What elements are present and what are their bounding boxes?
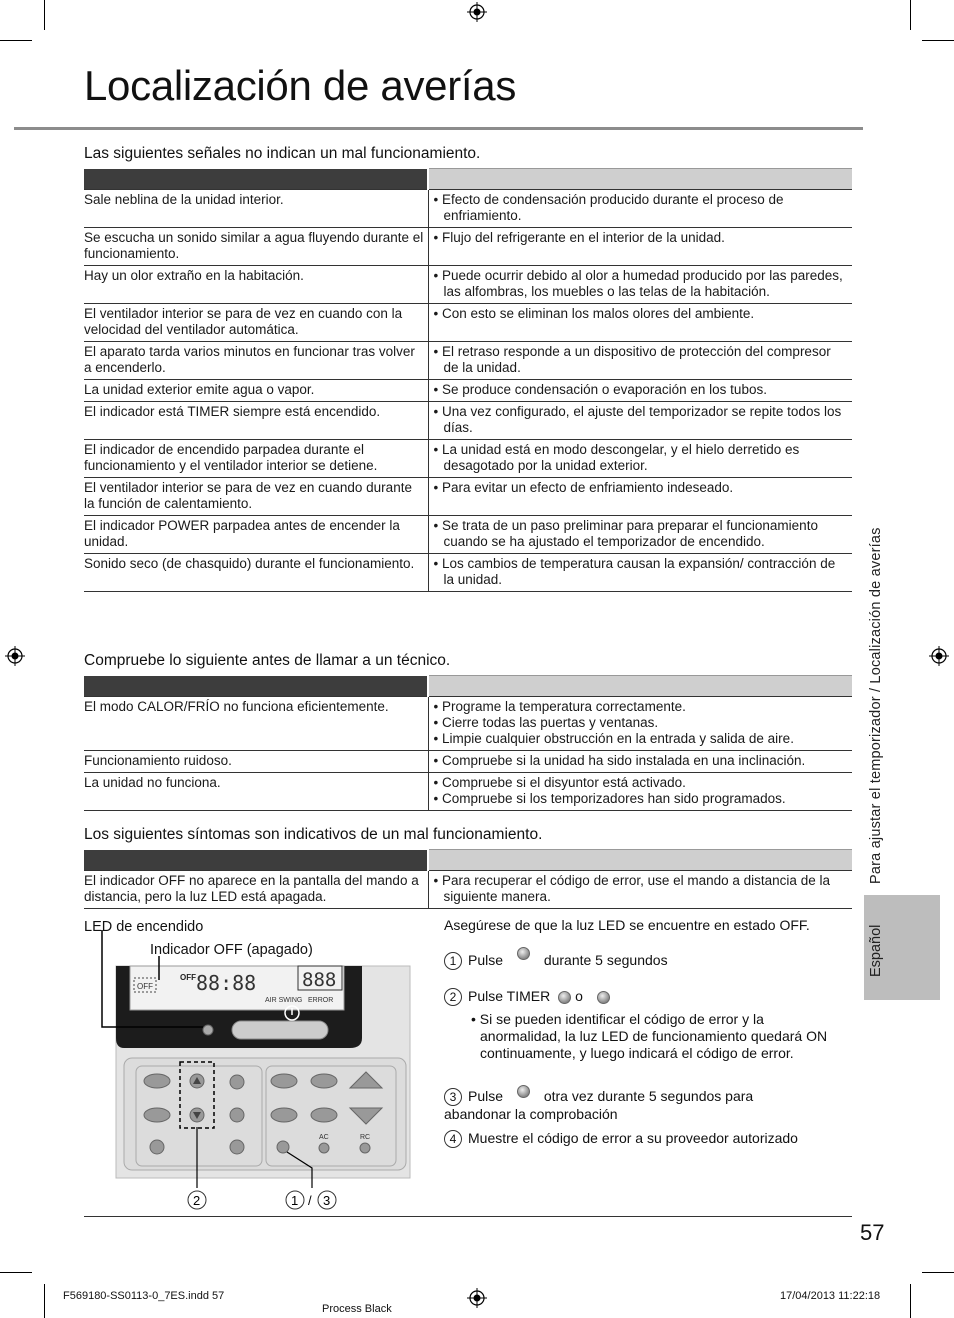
symptom-cell: Funcionamiento ruidoso.	[84, 751, 428, 773]
crop-mark	[922, 1272, 954, 1273]
symptom-cell: Se escucha un sonido similar a agua fluyendo durante el funcionamiento.	[84, 228, 428, 266]
cause-cell	[428, 440, 852, 478]
cause-bullet: • Una vez configurado, el ajuste del temporizador se repite todos los días.	[433, 404, 842, 435]
power-button[interactable]	[232, 1021, 328, 1039]
step-text: otra vez durante 5 segundos para abandonar la comprobación	[444, 1088, 754, 1123]
cause-cell	[428, 697, 852, 751]
cause-bullet: • El retraso responde a un dispositivo de protección del compresor de la unidad.	[433, 344, 831, 375]
crop-mark	[910, 1284, 911, 1318]
table-row	[84, 266, 852, 304]
crop-mark	[922, 40, 954, 41]
remote-button[interactable]	[230, 1108, 244, 1122]
step-text: durante 5 segundos	[543, 952, 668, 968]
footer-process: Process Black	[322, 1303, 392, 1315]
table-row	[84, 402, 852, 440]
page-number: 57	[860, 1220, 885, 1245]
header-cause-cell	[428, 676, 852, 697]
remote-button[interactable]	[230, 1140, 244, 1154]
crop-mark	[0, 40, 32, 41]
table-row	[84, 190, 852, 228]
remote-button[interactable]	[230, 1075, 244, 1089]
cause-cell	[428, 190, 852, 228]
cause-cell	[428, 266, 852, 304]
cause-bullet: • Limpie cualquier obstrucción en la entrada y salida de aire.	[433, 731, 794, 746]
remote-button[interactable]	[271, 1074, 297, 1088]
symptom-cell: El indicador está TIMER siempre está encendido.	[84, 402, 428, 440]
callout-1-text: 1	[291, 1193, 299, 1208]
table-row	[84, 871, 852, 909]
cause-cell	[428, 380, 852, 402]
symptom-cell: El indicador POWER parpadea antes de encender la unidad.	[84, 516, 428, 554]
symptom-cell: Hay un olor extraño en la habitación.	[84, 266, 428, 304]
header-cause-cell	[428, 169, 852, 190]
check-button-icon	[517, 947, 530, 960]
arrow-up-icon	[558, 991, 571, 1004]
side-section-label: Para ajustar el temporizador / Localización de averías	[868, 527, 884, 884]
symptom-cell: El modo CALOR/FRÍO no funciona eficientemente.	[84, 697, 428, 751]
symptom-cell: Sonido seco (de chasquido) durante el funcionamiento.	[84, 554, 428, 592]
step-number: 3	[444, 1088, 462, 1106]
table-header	[84, 169, 852, 190]
cause-bullet: • La unidad está en modo descongelar, y el hielo derretido es desagotado por la unidad exterior.	[433, 442, 800, 473]
step-text: Pulse	[468, 1088, 504, 1104]
symptom-cell: La unidad exterior emite agua o vapor.	[84, 380, 428, 402]
page-title: Localización de averías	[84, 62, 517, 109]
callout-separator: /	[308, 1193, 312, 1208]
page-rule	[84, 1216, 852, 1217]
table-malfunction	[84, 849, 852, 909]
cause-bullet: • Compruebe si el disyuntor está activado.	[433, 775, 686, 790]
title-rule	[14, 127, 863, 130]
led-label: LED de encendido	[84, 919, 204, 935]
cause-cell	[428, 773, 852, 811]
registration-mark-icon	[5, 646, 25, 666]
crop-mark	[0, 1272, 32, 1273]
cause-cell	[428, 342, 852, 380]
header-symptom-cell	[84, 169, 428, 190]
step-text: Pulse	[468, 952, 504, 968]
lcd-time: 88:88	[196, 971, 257, 995]
section3-intro: Los siguientes síntomas son indicativos de un mal funcionamiento.	[84, 826, 543, 843]
cause-bullet: • Para evitar un efecto de enfriamiento indeseado.	[433, 480, 734, 495]
symptom-cell: La unidad no funciona.	[84, 773, 428, 811]
step-text: Pulse TIMER	[468, 988, 551, 1004]
ac-button[interactable]	[319, 1143, 329, 1153]
cause-bullet: • Para recuperar el código de error, use el mando a distancia de la siguiente manera.	[433, 873, 830, 904]
language-tab	[864, 895, 940, 1000]
cause-bullet: • Cierre todas las puertas y ventanas.	[433, 715, 659, 730]
crop-mark	[44, 0, 45, 30]
remote-control-diagram	[84, 930, 429, 1215]
lcd-digits: 888	[302, 969, 337, 991]
registration-mark-icon	[929, 646, 949, 666]
cause-bullet: • Compruebe si los temporizadores han sido programados.	[433, 791, 786, 806]
section2-intro: Compruebe lo siguiente antes de llamar a un técnico.	[84, 652, 451, 669]
table-row	[84, 554, 852, 592]
check-button-icon	[517, 1085, 530, 1098]
remote-button[interactable]	[150, 1140, 164, 1154]
symptom-cell: El aparato tarda varios minutos en funcionar tras volver a encenderlo.	[84, 342, 428, 380]
step-4	[444, 1130, 798, 1148]
cause-cell	[428, 554, 852, 592]
table-row	[84, 440, 852, 478]
callout-3-text: 3	[323, 1193, 331, 1208]
table-header	[84, 676, 852, 697]
cause-cell	[428, 478, 852, 516]
lcd-error: ERROR	[308, 997, 334, 1004]
table-row	[84, 751, 852, 773]
step-text: Muestre el código de error a su proveedor autorizado	[468, 1130, 798, 1146]
footer-file: F569180-SS0113-0_7ES.indd 57	[63, 1290, 225, 1302]
lcd-off-text: OFF	[137, 982, 153, 991]
remote-button[interactable]	[271, 1108, 297, 1122]
step-number: 4	[444, 1130, 462, 1148]
arrow-down-icon	[597, 991, 610, 1004]
lcd-airswing: AIR SWING	[265, 997, 303, 1004]
step-2-note: • Si se pueden identificar el código de error y la anormalidad, la luz LED de funcionamiento quedará ON continuamente, y luego indicará el código de error.	[471, 1011, 828, 1061]
table-row	[84, 697, 852, 751]
ac-label: AC	[319, 1134, 329, 1141]
table-check-before-call	[84, 675, 852, 811]
section1-intro: Las siguientes señales no indican un mal funcionamiento.	[84, 145, 481, 162]
table-row	[84, 342, 852, 380]
table-row	[84, 516, 852, 554]
cause-cell	[428, 871, 852, 909]
callout-2-text: 2	[193, 1193, 201, 1208]
cause-bullet: • Programe la temperatura correctamente.	[433, 699, 686, 714]
header-cause-cell	[428, 850, 852, 871]
cause-cell	[428, 228, 852, 266]
step-text: o	[575, 988, 583, 1004]
symptom-cell: Sale neblina de la unidad interior.	[84, 190, 428, 228]
table-header	[84, 850, 852, 871]
symptom-cell: El ventilador interior se para de vez en cuando durante la función de calentamiento.	[84, 478, 428, 516]
step-2-note-text: Si se pueden identificar el código de error y la anormalidad, la luz LED de funcionamiento quedará ON continuamente, y luego indicará el código de error.	[479, 1011, 828, 1061]
rc-label: RC	[360, 1134, 371, 1141]
step-number: 2	[444, 988, 462, 1006]
cause-bullet: • Con esto se eliminan los malos olores del ambiente.	[433, 306, 755, 321]
power-led	[203, 1025, 213, 1035]
footer-datetime: 17/04/2013 11:22:18	[780, 1290, 881, 1302]
cause-bullet: • Los cambios de temperatura causan la expansión/ contracción de la unidad.	[433, 556, 836, 587]
instructions-intro: Asegúrese de que la luz LED se encuentre en estado OFF.	[444, 917, 810, 933]
symptom-cell: El ventilador interior se para de vez en cuando con la velocidad del ventilador automática.	[84, 304, 428, 342]
rc-button[interactable]	[360, 1143, 370, 1153]
step-number: 1	[444, 952, 462, 970]
table-row	[84, 304, 852, 342]
cause-cell	[428, 402, 852, 440]
cause-bullet: • Se produce condensación o evaporación en los tubos.	[433, 382, 767, 397]
header-symptom-cell	[84, 676, 428, 697]
table-no-malfunction	[84, 168, 852, 592]
table-row	[84, 773, 852, 811]
lcd-off-label: OFF	[180, 973, 196, 982]
cause-bullet: • Compruebe si la unidad ha sido instalada en una inclinación.	[433, 753, 806, 768]
cause-cell	[428, 516, 852, 554]
cause-bullet: • Efecto de condensación producido durante el proceso de enfriamiento.	[433, 192, 784, 223]
remote-button[interactable]	[144, 1108, 170, 1122]
cause-bullet: • Puede ocurrir debido al olor a humedad producido por las paredes, las alfombras, los muebles o las telas de la habitación.	[433, 268, 843, 299]
cause-cell	[428, 751, 852, 773]
off-indicator-label: Indicador OFF (apagado)	[150, 942, 313, 958]
step-2	[444, 988, 614, 1006]
crop-mark	[910, 0, 911, 30]
table-row	[84, 228, 852, 266]
header-symptom-cell	[84, 850, 428, 871]
remote-button[interactable]	[311, 1074, 337, 1088]
symptom-cell: El indicador OFF no aparece en la pantalla del mando a distancia, pero la luz LED está apagada.	[84, 871, 428, 909]
cause-bullet: • Flujo del refrigerante en el interior de la unidad.	[433, 230, 725, 245]
table-row	[84, 380, 852, 402]
registration-mark-icon	[467, 2, 487, 22]
table-row	[84, 478, 852, 516]
crop-mark	[44, 1284, 45, 1318]
check-button[interactable]	[277, 1141, 289, 1153]
registration-mark-icon	[467, 1288, 487, 1308]
language-tab-label: Español	[868, 924, 884, 977]
remote-button[interactable]	[311, 1108, 337, 1122]
cause-cell	[428, 304, 852, 342]
symptom-cell: El indicador de encendido parpadea durante el funcionamiento y el ventilador interior se detiene.	[84, 440, 428, 478]
cause-bullet: • Se trata de un paso preliminar para preparar el funcionamiento cuando se ha ajustado el temporizador de encendido.	[433, 518, 818, 549]
remote-button[interactable]	[144, 1074, 170, 1088]
step-1	[444, 952, 668, 970]
step-3	[444, 1088, 824, 1123]
